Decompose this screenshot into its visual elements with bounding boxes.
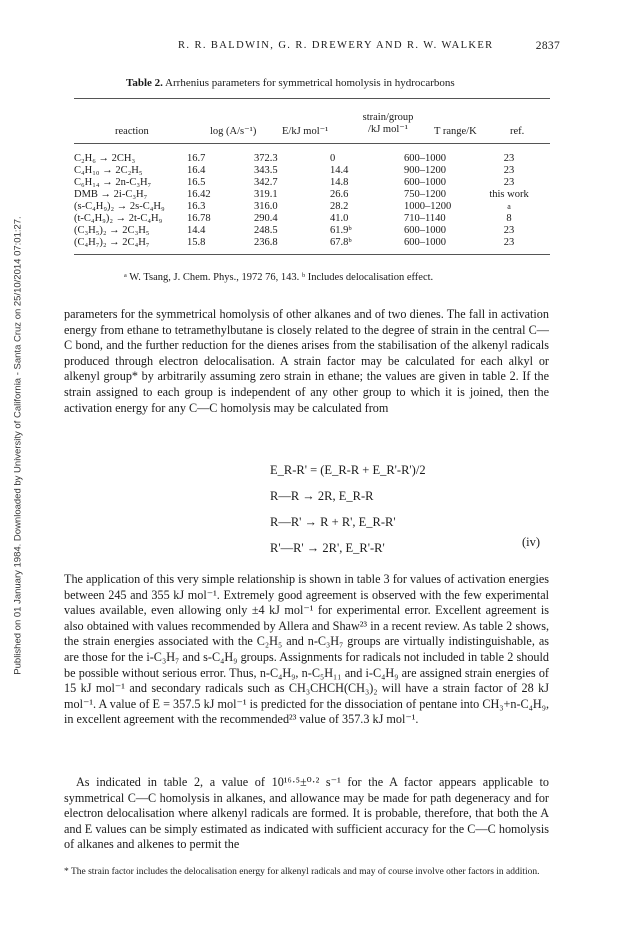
- table-title: Arrhenius parameters for symmetrical homolysis in hydrocarbons: [165, 77, 455, 89]
- download-watermark: Published on 01 January 1984. Downloaded by University of California - Santa Cruz on 25/10/2014 07:01:27.: [12, 216, 24, 675]
- paragraph-3: As indicated in table 2, a value of 10¹⁶·⁵±⁰·² s⁻¹ for the A factor appears applicable to symmetrical C—C homolysis in alkanes, and allowance may be made for path degeneracy and for electron delocalisation where alkenyl radicals are formed. It is probable, therefore, that both the A and E values can be simply estimated as indicated with sufficient accuracy for the C—C homolysis of alkanes and alkenes to permit the: [64, 775, 549, 852]
- col-strain: strain/group /kJ mol⁻¹: [362, 112, 414, 135]
- cell-ref: 23: [503, 177, 515, 188]
- cell-log-a: 16.7: [187, 153, 206, 164]
- cell-log-a: 16.78: [187, 213, 211, 224]
- paragraph-1: parameters for the symmetrical homolysis of other alkanes and of two dienes. The fall in activation energy from ethane to tetramethylbutane is closely related to the degree of strain in the central C—C bond, and the further reduction for the dienes arises from the stabilisation of the alkenyl radicals produced through electron delocalisation. A strain factor may be calculated for each alkyl or alkenyl group* by arbitrarily assuming zero strain in ethane; the values are given in table 2. If the strain assigned to each group is independent of any other group to which it is joined, then the activation energy for any C—C homolysis may be calculated from: [64, 307, 549, 415]
- cell-strain: 41.0: [330, 213, 349, 224]
- cell-log-a: 16.5: [187, 177, 206, 188]
- cell-strain: 67.8ᵇ: [330, 237, 352, 248]
- table-footnote: ᵃ W. Tsang, J. Chem. Phys., 1972 76, 143. ᵇ Includes delocalisation effect.: [124, 272, 434, 283]
- equation-1: E_R-R' = (E_R-R + E_R'-R')/2: [270, 463, 426, 477]
- table-row: [74, 201, 550, 213]
- cell-energy: 316.0: [254, 201, 278, 212]
- table-label: Table 2.: [126, 77, 163, 89]
- cell-ref: 23: [503, 237, 515, 248]
- header-authors: R. R. BALDWIN, G. R. DREWERY AND R. W. WALKER: [178, 40, 494, 51]
- page-number: 2837: [535, 40, 560, 52]
- cell-strain: 14.8: [330, 177, 349, 188]
- cell-energy: 342.7: [254, 177, 278, 188]
- cell-ref: 8: [506, 213, 512, 224]
- col-energy: E/kJ mol⁻¹: [282, 126, 329, 137]
- cell-t-range: 900–1200: [404, 165, 446, 176]
- table-row: [74, 165, 550, 177]
- cell-t-range: 600–1000: [404, 237, 446, 248]
- cell-reaction: (s-C₄H₉)₂ → 2s-C₄H₉: [74, 201, 165, 212]
- cell-t-range: 600–1000: [404, 225, 446, 236]
- table-row: [74, 189, 550, 201]
- cell-t-range: 710–1140: [404, 213, 446, 224]
- cell-energy: 319.1: [254, 189, 278, 200]
- cell-log-a: 16.4: [187, 165, 206, 176]
- cell-reaction: C₆H₁₄ → 2n-C₃H₇: [74, 177, 152, 188]
- cell-t-range: 600–1000: [404, 177, 446, 188]
- equation-2: R—R → 2R, E_R-R: [270, 489, 374, 503]
- cell-strain: 26.6: [330, 189, 349, 200]
- table-caption: [126, 77, 455, 89]
- cell-t-range: 750–1200: [404, 189, 446, 200]
- table-row: [74, 237, 550, 249]
- table-top-rule: [74, 98, 550, 99]
- body-text-2: [64, 572, 549, 728]
- cell-log-a: 16.42: [187, 189, 211, 200]
- cell-energy: 372.3: [254, 153, 278, 164]
- cell-reaction: (C₄H₇)₂ → 2C₄H₇: [74, 237, 150, 248]
- equation-4: R'—R' → 2R', E_R'-R': [270, 541, 385, 555]
- cell-t-range: 1000–1200: [404, 201, 452, 212]
- cell-t-range: 600–1000: [404, 153, 446, 164]
- cell-ref: this work: [489, 189, 529, 200]
- cell-strain: 14.4: [330, 165, 349, 176]
- cell-reaction: DMB → 2i-C₃H₇: [74, 189, 148, 200]
- cell-energy: 248.5: [254, 225, 278, 236]
- table-bottom-rule: [74, 254, 550, 255]
- cell-strain: 28.2: [330, 201, 349, 212]
- col-reaction: reaction: [115, 126, 149, 137]
- cell-energy: 236.8: [254, 237, 278, 248]
- cell-reaction: (t-C₄H₉)₂ → 2t-C₄H₉: [74, 213, 163, 224]
- cell-reaction: C₄H₁₀ → 2C₂H₅: [74, 165, 143, 176]
- col-log-a: log (A/s⁻¹): [210, 126, 257, 137]
- body-text-3: [64, 775, 549, 853]
- cell-strain: 61.9ᵇ: [330, 225, 352, 236]
- cell-ref: a: [507, 202, 511, 211]
- cell-ref: 23: [503, 153, 515, 164]
- table-row: [74, 225, 550, 237]
- cell-ref: 23: [503, 225, 515, 236]
- cell-reaction: (C₃H₅)₂ → 2C₃H₅: [74, 225, 150, 236]
- cell-energy: 290.4: [254, 213, 278, 224]
- cell-log-a: 14.4: [187, 225, 206, 236]
- table-header-rule: [74, 143, 550, 144]
- body-text-1: [64, 307, 549, 416]
- cell-strain: 0: [330, 153, 336, 164]
- paragraph-2: The application of this very simple relationship is shown in table 3 for values of activation energies between 245 and 355 kJ mol⁻¹. Extremely good agreement is observed with the few experimental values available, even allowing only ±4 kJ mol⁻¹ for experimental error. Excellent agreement is also obtained with values recommended by Allera and Shaw²³ in a recent review. As table 2 shows, the strain energies associated with the C₂H₅ and n-C₃H₇ groups are virtually indistinguishable, as are those for the i-C₃H₇ and s-C₄H₉ groups. Assignments for radicals not included in table 2 should be possible without serious error. Thus, n-C₄H₉, n-C₅H₁₁ and i-C₄H₉ are assigned strain energies of 15 kJ mol⁻¹ and secondary radicals such as CH₃CHCH(CH₃)₂ will have a strain factor of 28 kJ mol⁻¹. A value of E = 357.5 kJ mol⁻¹ is predicted for the dissociation of pentane into CH₃+n-C₄H₉, in excellent agreement with the recommended²³ value of 357.3 kJ mol⁻¹.: [64, 572, 549, 727]
- cell-log-a: 15.8: [187, 237, 206, 248]
- page-footnote: * The strain factor includes the delocalisation energy for alkenyl radicals and may of course involve other factors in addition.: [64, 867, 540, 877]
- cell-log-a: 16.3: [187, 201, 206, 212]
- table-row: [74, 153, 550, 165]
- cell-reaction: C₂H₆ → 2CH₃: [74, 153, 136, 164]
- equation-block: [270, 457, 426, 561]
- cell-ref: 23: [503, 165, 515, 176]
- col-t-range: T range/K: [434, 126, 477, 137]
- cell-energy: 343.5: [254, 165, 278, 176]
- equation-number: (iv): [522, 535, 541, 549]
- table-row: [74, 177, 550, 189]
- col-ref: ref.: [510, 126, 525, 137]
- table-row: [74, 213, 550, 225]
- equation-3: R—R' → R + R', E_R-R': [270, 515, 396, 529]
